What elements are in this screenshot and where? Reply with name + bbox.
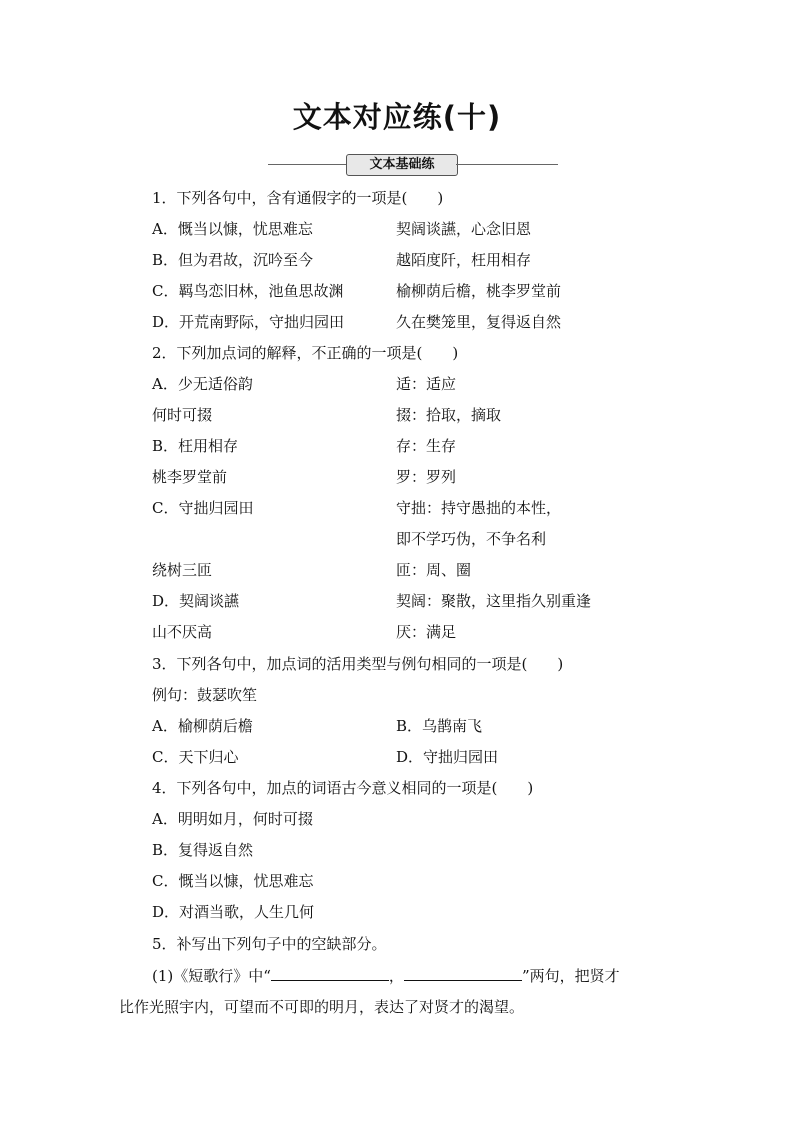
section-tag: 文本基础练 <box>346 154 458 176</box>
option-right: D．守拙归园田 <box>396 748 499 766</box>
option-left: C．天下归心 <box>152 748 239 766</box>
phrase: 何时可掇 <box>152 406 213 424</box>
option-left: D．开荒南野际，守拙归园田 <box>152 313 345 331</box>
question-stem: 4．下列各句中，加点的词语古今意义相同的一项是( ) <box>152 779 534 797</box>
phrase: 桃李罗堂前 <box>152 468 228 486</box>
explanation: 适：适应 <box>396 375 457 393</box>
explanation: 守拙：持守愚拙的本性， <box>396 499 562 517</box>
option-left: A．慨当以慷，忧思难忘 <box>152 220 313 238</box>
phrase: D．契阔谈讌 <box>152 592 240 610</box>
divider-left <box>268 164 346 165</box>
phrase: 山不厌高 <box>152 623 213 641</box>
option: C．慨当以慷，忧思难忘 <box>152 872 314 890</box>
phrase: A．少无适俗韵 <box>152 375 253 393</box>
option-right: 久在樊笼里，复得返自然 <box>396 313 562 331</box>
question-stem: 1．下列各句中，含有通假字的一项是( ) <box>152 189 444 207</box>
option-left: B．但为君故，沉吟至今 <box>152 251 314 269</box>
option: B．复得返自然 <box>152 841 254 859</box>
sub1-prefix: (1)《短歌行》中“ <box>152 967 271 985</box>
option-left: A．榆柳荫后檐 <box>152 717 253 735</box>
phrase: 绕树三匝 <box>152 561 213 579</box>
option-right: 契阔谈讌，心念旧恩 <box>396 220 532 238</box>
question-stem: 3．下列各句中，加点词的活用类型与例句相同的一项是( ) <box>152 655 564 673</box>
explanation: 厌：满足 <box>396 623 457 641</box>
phrase: C．守拙归园田 <box>152 499 254 517</box>
section-header <box>268 154 558 176</box>
fill-blank-line <box>152 962 620 990</box>
explanation: 存：生存 <box>396 437 457 455</box>
option-right: 榆柳荫后檐，桃李罗堂前 <box>396 282 562 300</box>
page-title: 文本对应练(十) <box>292 100 502 134</box>
explanation: 罗：罗列 <box>396 468 457 486</box>
answer-blank-2[interactable] <box>404 962 522 981</box>
answer-blank-1[interactable] <box>271 962 389 981</box>
phrase: B．枉用相存 <box>152 437 239 455</box>
option-left: C．羁鸟恋旧林，池鱼思故渊 <box>152 282 344 300</box>
divider-right <box>456 164 558 165</box>
example-sentence: 例句：鼓瑟吹笙 <box>152 686 258 704</box>
sub1-separator: ， <box>388 967 404 985</box>
explanation: 掇：拾取，摘取 <box>396 406 502 424</box>
option: D．对酒当歌，人生几何 <box>152 903 315 921</box>
explanation: 契阔：聚散，这里指久别重逢 <box>396 592 592 610</box>
explanation: 即不学巧伪，不争名利 <box>396 530 547 548</box>
option-right: 越陌度阡，枉用相存 <box>396 251 532 269</box>
option-right: B．乌鹊南飞 <box>396 717 483 735</box>
question-stem: 2．下列加点词的解释，不正确的一项是( ) <box>152 344 459 362</box>
continuation-text: 比作光照宇内，可望而不可即的明月，表达了对贤才的渴望。 <box>119 998 525 1016</box>
question-stem: 5．补写出下列句子中的空缺部分。 <box>152 935 387 953</box>
explanation: 匝：周、圈 <box>396 561 472 579</box>
sub1-suffix: ”两句，把贤才 <box>521 967 620 985</box>
option: A．明明如月，何时可掇 <box>152 810 313 828</box>
